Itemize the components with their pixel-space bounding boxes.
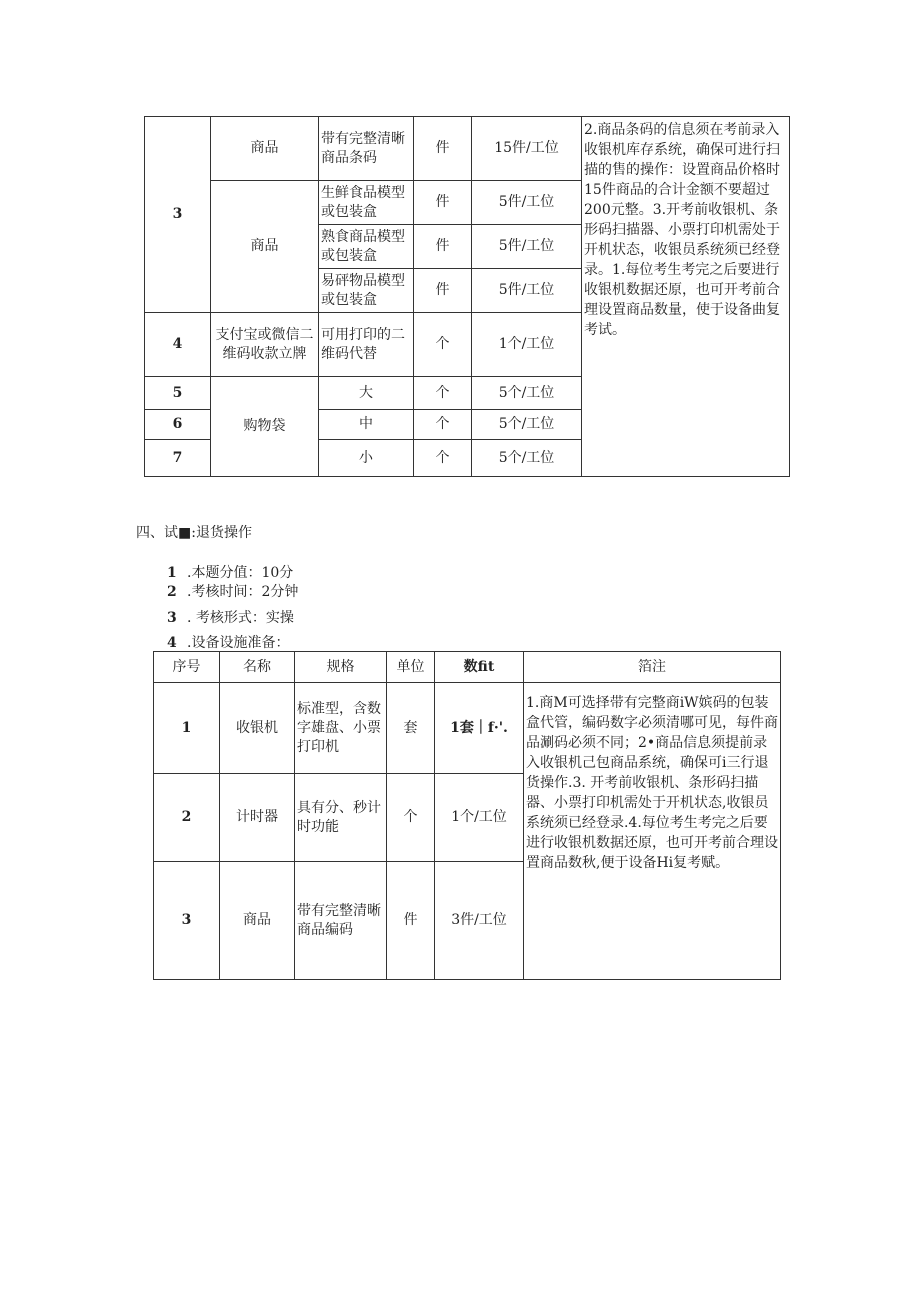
seq-cell: 6: [145, 410, 211, 440]
qty-cell: 15件/工位: [472, 117, 582, 181]
qty-cell: 3件/工位: [435, 862, 524, 980]
spec-cell: 易砰物品模型或包装盒: [319, 269, 414, 313]
unit-cell: 件: [414, 117, 472, 181]
spec-cell: 具有分、秒计时功能: [295, 774, 387, 862]
qty-cell: 5个/工位: [472, 440, 582, 477]
name-cell: 支付宝或微信二维码收款立牌: [211, 313, 319, 377]
unit-cell: 个: [414, 410, 472, 440]
unit-cell: 件: [414, 181, 472, 225]
list-item: [167, 581, 298, 601]
unit-cell: 个: [414, 440, 472, 477]
item-number: 1: [167, 565, 177, 581]
unit-cell: 个: [414, 377, 472, 410]
unit-cell: 件: [387, 862, 435, 980]
header-unit: 单位: [387, 652, 435, 683]
item-number: 4: [167, 635, 177, 651]
name-cell: 计时器: [220, 774, 295, 862]
unit-cell: 件: [414, 225, 472, 269]
list-item: [167, 632, 289, 652]
name-cell: 收银机: [220, 683, 295, 774]
seq-cell: 4: [145, 313, 211, 377]
item-text: .设备设施准备：: [187, 635, 290, 651]
qty-cell: 5件/工位: [472, 181, 582, 225]
spec-cell: 小: [319, 440, 414, 477]
section-title: 四、试■:退货操作: [136, 525, 252, 541]
qty-cell: 5个/工位: [472, 377, 582, 410]
seq-cell: 3: [145, 117, 211, 313]
seq-cell: 7: [145, 440, 211, 477]
header-name: 名称: [220, 652, 295, 683]
unit-cell: 套: [387, 683, 435, 774]
header-seq: 序号: [154, 652, 220, 683]
list-item: [167, 562, 293, 582]
qty-cell: 1个/工位: [472, 313, 582, 377]
qty-cell: 5件/工位: [472, 225, 582, 269]
name-cell: 商品: [211, 181, 319, 313]
seq-cell: 2: [154, 774, 220, 862]
spec-cell: 带有完整清晰商品条码: [319, 117, 414, 181]
qty-cell: 5件/工位: [472, 269, 582, 313]
item-number: 2: [167, 584, 177, 600]
unit-cell: 个: [387, 774, 435, 862]
note-cell: 2.商品条码的信息须在考前录入收银机库存系统，确保可进行扫描的售的操作：设置商品价格时15件商品的合计金额不要超过200元整。3.开考前收银机、条形码扫描器、小票打印机需处于开机状态，收银员系统须已经登录。1.每位考生考完之后要进行收银机数据还原，也可开考前合理设置商品数量，使于设备曲复考试。: [582, 117, 790, 477]
seq-cell: 3: [154, 862, 220, 980]
seq-cell: 1: [154, 683, 220, 774]
spec-cell: 大: [319, 377, 414, 410]
item-text: .考核时间：2分钟: [187, 584, 299, 600]
equipment-table-2: [153, 651, 781, 980]
unit-cell: 件: [414, 269, 472, 313]
spec-cell: 带有完整清晰商品编码: [295, 862, 387, 980]
qty-cell: 1个/工位: [435, 774, 524, 862]
qty-cell: 5个/工位: [472, 410, 582, 440]
header-note: 箔注: [524, 652, 781, 683]
list-item: [167, 607, 294, 627]
name-cell: 商品: [220, 862, 295, 980]
name-cell: 购物袋: [211, 377, 319, 477]
note-cell: 1.商M可选择带有完整商iW嫔码的包装盒代管，编码数字必须清哪可见，每件商品涮码必须不同；2•商品信息须提前录入收银机己包商品系统，确保可i三行退货操作.3. 开考前收银机、条形码扫描器、小票打印机需处于开机状态,收银员系统须已经登录.4.每位考生考完之后要进行收银机数据还原，也可开考前合理设置商品数秋,便于设备Hi复考赋。: [524, 683, 781, 980]
item-text: .本题分值：10分: [187, 565, 294, 581]
item-text: . 考核形式：实操: [187, 610, 294, 626]
spec-cell: 中: [319, 410, 414, 440]
name-cell: 商品: [211, 117, 319, 181]
equipment-table-1: [144, 116, 790, 477]
qty-cell: 1套｜f·'.: [435, 683, 524, 774]
header-qty: 数fit: [435, 652, 524, 683]
unit-cell: 个: [414, 313, 472, 377]
seq-cell: 5: [145, 377, 211, 410]
spec-cell: 标准型，含数字雄盘、小票打印机: [295, 683, 387, 774]
header-spec: 规格: [295, 652, 387, 683]
spec-cell: 熟食商品模型或包装盒: [319, 225, 414, 269]
item-number: 3: [167, 610, 177, 626]
spec-cell: 生鲜食品模型或包装盒: [319, 181, 414, 225]
spec-cell: 可用打印的二维码代替: [319, 313, 414, 377]
